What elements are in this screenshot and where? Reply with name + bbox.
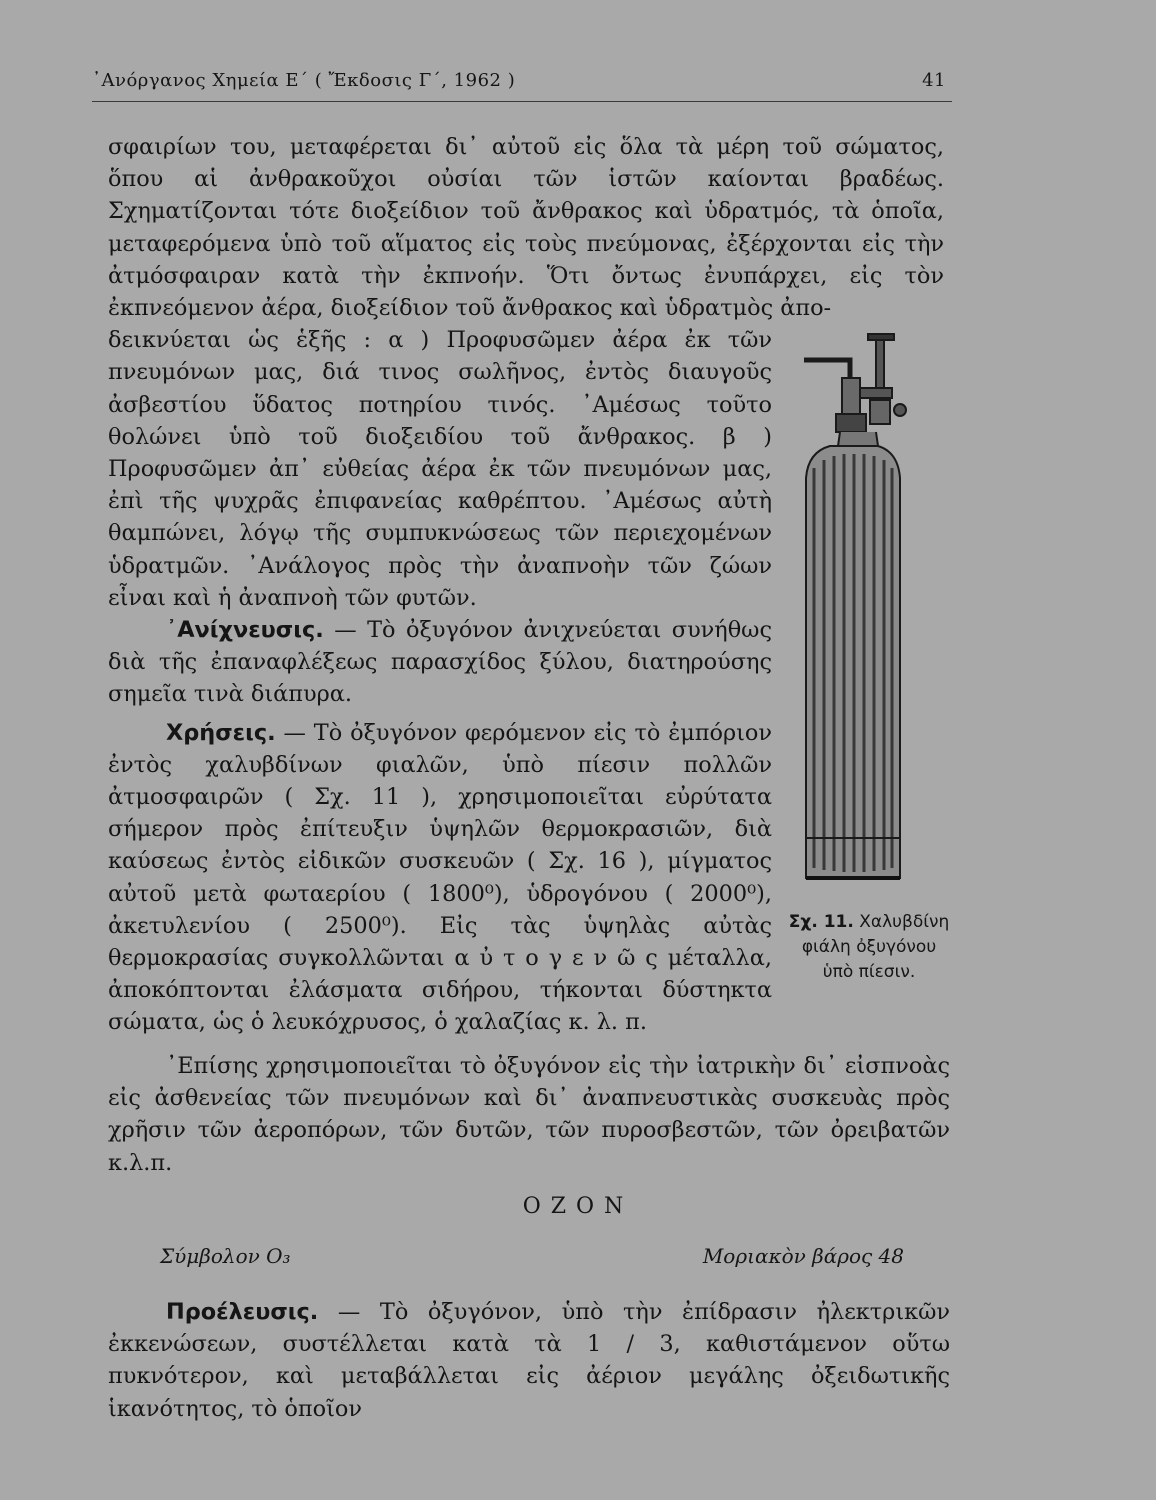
paragraph-ozone-origin [108,1296,950,1425]
figure-caption [784,910,954,985]
running-header [92,70,952,91]
header-rule [92,101,952,102]
origin-text: — Τὸ ὀξυγόνον, ὑπὸ τὴν ἐπίδρασιν ἠλεκτρικῶν ἐκκενώσεων, συστέλλεται κατὰ τὰ 1 / 3, καθιστάμενον οὕτω πυκνότερον, καὶ μεταβάλλεται εἰς ἀέριον μεγάλης ὀξειδωτικῆς ἱκανότητος, τὸ ὁποῖον [108,1299,950,1422]
paragraph-medical: ᾿Επίσης χρησιμοποιεῖται τὸ ὀξυγόνον εἰς τὴν ἰατρικὴν δι᾿ εἰσπνοὰς εἰς ἀσθενείας τῶν πνευμόνων καὶ δι᾿ ἀναπνευστικὰς συσκευὰς πρὸς χρῆσιν τῶν ἀεροπόρων, τῶν δυτῶν, τῶν πυροσβεστῶν, τῶν ὀρειβατῶν κ.λ.π. [108,1053,950,1176]
medical-uses-block [108,1050,950,1179]
running-title: ᾿Ανόργανος Χημεία Ε΄ ( Ἔκδοσις Γ΄, 1962 ) [92,70,516,91]
ozone-origin-block [108,1296,950,1425]
detection-heading: ᾿Ανίχνευσις. [166,617,324,644]
uses-text: — Τὸ ὀξυγόνον φερόμενον εἰς τὸ ἐμπόριον ἐντὸς χαλυβδίνων φιαλῶν, ὑπὸ πίεσιν πολλῶν ἀτμοσφαιρῶν ( Σχ. 11 ), χρησιμοποιεῖται εὐρύτατα σήμερον πρὸς ἐπίτευξιν ὑψηλῶν θερμοκρασιῶν, διὰ καύσεως ἐντὸς εἰδικῶν συσκευῶν ( Σχ. 16 ), μίγματος αὐτοῦ μετὰ φωταερίου ( 1800⁰), ὑδρογόνου ( 2000⁰), ἀκετυλενίου ( 2500⁰). Εἰς τὰς ὑψηλὰς αὐτὰς θερμοκρασίας συγκολλῶνται α ὐ τ ο γ ε ν ῶ ς μέταλλα, ἀποκόπτονται ἐλάσματα σιδήρου, τήκονται δύστηκτα σώματα, ὡς ὁ λευκόχρυσος, ὁ χαλαζίας κ. λ. π. [108,719,772,1036]
ozone-molecular-weight: Μοριακὸν βάρος 48 [702,1244,904,1268]
caption-label: Σχ. 11. [788,912,854,932]
oxygen-cylinder-figure [790,318,960,898]
uses-heading: Χρήσεις. [166,719,276,746]
paragraph-detection [108,614,772,711]
page-number: 41 [922,70,946,91]
caption-text: Χαλυβδίνη φιάλη ὀξυγόνου ὑπὸ πίεσιν. [801,912,950,982]
ozone-section-title: ΟΖΟΝ [522,1194,634,1219]
paragraph-uses [108,717,772,1039]
oxygen-cylinder-icon [790,318,960,898]
origin-heading: Προέλευσις. [166,1299,319,1325]
paragraph-respiration-rest: δεικνύεται ὡς ἑξῆς : α ) Προφυσῶμεν ἀέρα ἐκ τῶν πνευμόνων μας, διά τινος σωλῆνος, ἐντὸς διαυγοῦς ἀσβεστίου ὕδατος ποτηρίου τινός. ᾿Αμέσως τοῦτο θολώνει ὑπὸ τοῦ διοξειδίου τοῦ ἄνθρακος. β ) Προφυσῶμεν ἀπ᾿ εὐθείας ἀέρα ἐκ τῶν πνευμόνων μας, ἐπὶ τῆς ψυχρᾶς ἐπιφανείας καθρέπτου. ᾿Αμέσως αὐτὴ θαμπώνει, λόγῳ τῆς συμπυκνώσεως τῶν περιεχομένων ὑδρατμῶν. ᾿Ανάλογος πρὸς τὴν ἀναπνοὴν τῶν ζώων εἶναι καὶ ἡ ἀναπνοὴ τῶν φυτῶν. [108,327,772,611]
paragraph-respiration-lead: σφαιρίων του, μεταφέρεται δι᾿ αὐτοῦ εἰς ὅλα τὰ μέρη τοῦ σώματος, ὅπου αἱ ἀνθρακοῦχοι οὐσίαι τῶν ἱστῶν καίονται βραδέως. Σχηματίζονται τότε διοξείδιον τοῦ ἄνθρακος καὶ ὑδρατμός, τὰ ὁποῖα, μεταφερόμενα ὑπὸ τοῦ αἵματος εἰς τοὺς πνεύμονας, ἐξέρχονται εἰς τὴν ἀτμόσφαιραν κατὰ τὴν ἐκπνοήν. Ὅτι ὄντως ἐνυπάρχει, εἰς τὸν ἐκπνεόμενον ἀέρα, διοξείδιον τοῦ ἄνθρακος καὶ ὑδρατμὸς ἀπο- [108,134,944,322]
detection-text: — Τὸ ὀξυγόνον ἀνιχνεύεται συνήθως διὰ τῆς ἐπαναφλέξεως παρασχίδος ξύλου, διατηρούσης σημεῖα τινὰ διάπυρα. [108,617,772,708]
ozone-symbol: Σύμβολον O₃ [160,1244,291,1268]
